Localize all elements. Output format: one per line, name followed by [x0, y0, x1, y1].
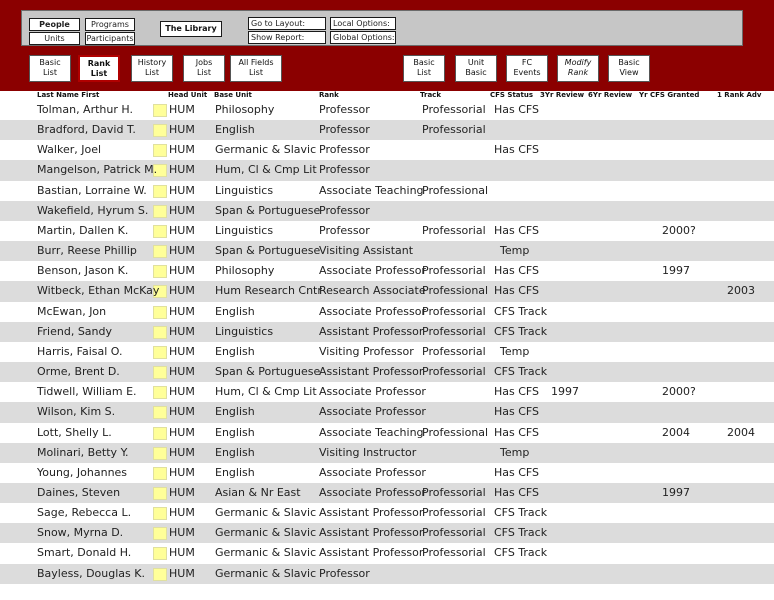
- cfs-status-cell: Has CFS: [494, 103, 540, 116]
- col-cfs-status-header[interactable]: CFS Status: [490, 91, 534, 99]
- rank-cell: Associate Professor: [319, 485, 426, 499]
- cfs-status-cell: CFS Track: [494, 506, 548, 520]
- name-cell: Wakefield, Hyrum S.: [37, 203, 149, 217]
- head-unit-cell: HUM: [169, 284, 195, 298]
- name-cell: Sage, Rebecca L.: [37, 506, 132, 520]
- name-cell: Bayless, Douglas K.: [37, 566, 145, 580]
- track-cell: Professorial: [422, 344, 486, 358]
- head-unit-cell: HUM: [169, 506, 195, 520]
- rank-cell: Associate Teaching: [319, 183, 424, 197]
- name-cell: Witbeck, Ethan McKay: [37, 284, 160, 298]
- table-row[interactable]: [0, 100, 774, 120]
- tab-unit-basic[interactable]: Unit Basic: [455, 55, 497, 82]
- head-unit-cell: HUM: [169, 485, 195, 499]
- head-unit-cell: HUM: [169, 425, 195, 439]
- cfs-granted-cell: 1997: [662, 264, 690, 278]
- head-unit-cell: HUM: [169, 324, 195, 338]
- record-list: [0, 100, 774, 584]
- base-unit-cell: Span & Portuguese: [215, 244, 321, 258]
- go-to-layout-menu[interactable]: Go to Layout:: [248, 17, 326, 30]
- table-row[interactable]: [0, 543, 774, 563]
- cfs-status-cell: Has CFS: [494, 284, 540, 298]
- cfs-status-cell: CFS Track: [494, 304, 548, 318]
- track-cell: Professional: [422, 183, 489, 197]
- select-checkbox[interactable]: [153, 427, 167, 440]
- head-unit-cell: HUM: [169, 264, 195, 278]
- rank-cell: Professor: [319, 163, 370, 177]
- table-row[interactable]: [0, 322, 774, 342]
- select-checkbox[interactable]: [153, 346, 167, 359]
- table-row[interactable]: [0, 181, 774, 201]
- name-cell: Bradford, David T.: [37, 123, 136, 137]
- table-row[interactable]: [0, 564, 774, 584]
- head-unit-cell: HUM: [169, 223, 195, 237]
- base-unit-cell: Germanic & Slavic: [215, 546, 317, 560]
- rank-adv-cell: 2003: [727, 284, 755, 298]
- table-row[interactable]: [0, 463, 774, 483]
- name-cell: McEwan, Jon: [37, 304, 107, 318]
- rank-cell: Research Associate: [319, 284, 426, 298]
- track-cell: Professional: [422, 425, 489, 439]
- cfs-status-cell: Has CFS: [494, 405, 540, 419]
- base-unit-cell: English: [215, 344, 255, 358]
- rank-cell: Associate Teaching: [319, 425, 424, 439]
- tab-basic-view[interactable]: Basic View: [608, 55, 650, 82]
- library-button[interactable]: The Library: [160, 21, 222, 37]
- col-name-header[interactable]: Last Name First: [37, 91, 100, 99]
- show-report-menu[interactable]: Show Report:: [248, 31, 326, 44]
- head-unit-cell: HUM: [169, 203, 195, 217]
- cfs-status-cell: CFS Track: [494, 324, 548, 338]
- select-checkbox[interactable]: [153, 467, 167, 480]
- cfs-status-cell: Temp: [500, 344, 530, 358]
- base-unit-cell: Span & Portuguese: [215, 203, 321, 217]
- head-unit-cell: HUM: [169, 385, 195, 399]
- rank-cell: Professor: [319, 203, 370, 217]
- tab-modify-rank[interactable]: Modify Rank: [557, 55, 599, 82]
- select-checkbox[interactable]: [153, 104, 167, 117]
- select-checkbox[interactable]: [153, 487, 167, 500]
- cfs-status-cell: Has CFS: [494, 143, 540, 157]
- head-unit-cell: HUM: [169, 244, 195, 258]
- select-checkbox[interactable]: [153, 406, 167, 419]
- head-unit-cell: HUM: [169, 445, 195, 459]
- name-cell: Tolman, Arthur H.: [37, 103, 133, 116]
- cfs-granted-cell: 2000?: [662, 223, 696, 237]
- rank-cell: Professor: [319, 103, 370, 116]
- units-button[interactable]: Units: [29, 32, 80, 45]
- tab-basic-list[interactable]: Basic List: [29, 55, 71, 82]
- base-unit-cell: Hum Research Cntr: [215, 284, 322, 298]
- cfs-status-cell: CFS Track: [494, 526, 548, 540]
- name-cell: Daines, Steven: [37, 485, 121, 499]
- name-cell: Tidwell, William E.: [37, 385, 137, 399]
- head-unit-cell: HUM: [169, 183, 195, 197]
- cfs-status-cell: Has CFS: [494, 465, 540, 479]
- table-row[interactable]: [0, 241, 774, 261]
- track-cell: Professorial: [422, 546, 486, 560]
- cfs-status-cell: Has CFS: [494, 485, 540, 499]
- people-button[interactable]: People: [29, 18, 80, 31]
- col-head-unit-header[interactable]: Head Unit: [168, 91, 208, 99]
- name-cell: Friend, Sandy: [37, 324, 113, 338]
- base-unit-cell: Germanic & Slavic: [215, 526, 317, 540]
- column-header-row: [0, 91, 774, 100]
- track-cell: Professorial: [422, 223, 486, 237]
- table-row[interactable]: [0, 342, 774, 362]
- table-row[interactable]: [0, 140, 774, 160]
- table-row[interactable]: [0, 362, 774, 382]
- select-checkbox[interactable]: [153, 527, 167, 540]
- track-cell: Professorial: [422, 365, 486, 379]
- base-unit-cell: Asian & Nr East: [215, 485, 301, 499]
- table-row[interactable]: [0, 503, 774, 523]
- table-row[interactable]: [0, 201, 774, 221]
- rank-adv-cell: 2004: [727, 425, 755, 439]
- base-unit-cell: Span & Portuguese: [215, 365, 321, 379]
- rank-cell: Professor: [319, 566, 370, 580]
- rank-cell: Professor: [319, 143, 370, 157]
- tab-rank-list[interactable]: Rank List: [78, 55, 120, 82]
- base-unit-cell: Hum, Cl & Cmp Lit: [215, 385, 317, 399]
- base-unit-cell: English: [215, 445, 255, 459]
- head-unit-cell: HUM: [169, 405, 195, 419]
- header-bar: [0, 0, 774, 91]
- select-checkbox[interactable]: [153, 447, 167, 460]
- select-checkbox[interactable]: [153, 326, 167, 339]
- select-checkbox[interactable]: [153, 185, 167, 198]
- cfs-status-cell: Temp: [500, 445, 530, 459]
- col-rank-adv-header[interactable]: 1 Rank Adv: [717, 91, 762, 99]
- track-cell: Professorial: [422, 103, 486, 116]
- select-checkbox[interactable]: [153, 306, 167, 319]
- rank-cell: Assistant Professor: [319, 526, 424, 540]
- base-unit-cell: Philosophy: [215, 103, 275, 116]
- base-unit-cell: Hum, Cl & Cmp Lit: [215, 163, 317, 177]
- base-unit-cell: Philosophy: [215, 264, 275, 278]
- select-checkbox[interactable]: [153, 225, 167, 238]
- select-checkbox[interactable]: [153, 507, 167, 520]
- name-cell: Martin, Dallen K.: [37, 223, 129, 237]
- rank-cell: Associate Professor: [319, 405, 426, 419]
- table-row[interactable]: [0, 423, 774, 443]
- table-row[interactable]: [0, 160, 774, 180]
- name-cell: Walker, Joel: [37, 143, 102, 157]
- name-cell: Young, Johannes: [37, 465, 128, 479]
- rank-cell: Visiting Instructor: [319, 445, 417, 459]
- select-checkbox[interactable]: [153, 124, 167, 137]
- name-cell: Bastian, Lorraine W.: [37, 183, 147, 197]
- table-row[interactable]: [0, 483, 774, 503]
- rank-cell: Associate Professor: [319, 304, 426, 318]
- local-options-menu[interactable]: Local Options:: [330, 17, 396, 30]
- name-cell: Benson, Jason K.: [37, 264, 129, 278]
- cfs-status-cell: Has CFS: [494, 425, 540, 439]
- name-cell: Smart, Donald H.: [37, 546, 132, 560]
- base-unit-cell: Linguistics: [215, 324, 274, 338]
- track-cell: Professorial: [422, 264, 486, 278]
- track-cell: Professorial: [422, 324, 486, 338]
- head-unit-cell: HUM: [169, 546, 195, 560]
- head-unit-cell: HUM: [169, 103, 195, 116]
- tab-fc-events[interactable]: FC Events: [506, 55, 548, 82]
- yr3-review-cell: 1997: [551, 385, 579, 399]
- head-unit-cell: HUM: [169, 526, 195, 540]
- global-options-menu[interactable]: Global Options:: [330, 31, 396, 44]
- head-unit-cell: HUM: [169, 304, 195, 318]
- rank-cell: Associate Professor: [319, 385, 426, 399]
- tab-all-fields-list[interactable]: All Fields List: [230, 55, 282, 82]
- track-cell: Professorial: [422, 485, 486, 499]
- rank-cell: Visiting Assistant: [319, 244, 414, 258]
- cfs-status-cell: CFS Track: [494, 365, 548, 379]
- table-row[interactable]: [0, 261, 774, 281]
- rank-cell: Assistant Professor: [319, 506, 424, 520]
- table-row[interactable]: [0, 281, 774, 301]
- base-unit-cell: Germanic & Slavic: [215, 143, 317, 157]
- cfs-status-cell: Has CFS: [494, 385, 540, 399]
- track-cell: Professorial: [422, 526, 486, 540]
- rank-cell: Visiting Professor: [319, 344, 414, 358]
- head-unit-cell: HUM: [169, 365, 195, 379]
- select-checkbox[interactable]: [153, 265, 167, 278]
- head-unit-cell: HUM: [169, 566, 195, 580]
- name-cell: Lott, Shelly L.: [37, 425, 112, 439]
- name-cell: Mangelson, Patrick M.: [37, 163, 158, 177]
- cfs-granted-cell: 2000?: [662, 385, 696, 399]
- table-row[interactable]: [0, 402, 774, 422]
- programs-button[interactable]: Programs: [85, 18, 135, 31]
- cfs-granted-cell: 2004: [662, 425, 690, 439]
- col-base-unit-header[interactable]: Base Unit: [214, 91, 252, 99]
- base-unit-cell: English: [215, 304, 255, 318]
- cfs-granted-cell: 1997: [662, 485, 690, 499]
- table-row[interactable]: [0, 382, 774, 402]
- select-checkbox[interactable]: [153, 568, 167, 581]
- col-6yr-review-header[interactable]: 6Yr Review: [588, 91, 633, 99]
- table-row[interactable]: [0, 443, 774, 463]
- head-unit-cell: HUM: [169, 123, 195, 137]
- rank-cell: Assistant Professor: [319, 324, 424, 338]
- head-unit-cell: HUM: [169, 163, 195, 177]
- base-unit-cell: English: [215, 405, 255, 419]
- head-unit-cell: HUM: [169, 465, 195, 479]
- select-checkbox[interactable]: [153, 144, 167, 157]
- participants-button[interactable]: Participants: [86, 34, 134, 43]
- track-cell: Professional: [422, 284, 489, 298]
- rank-cell: Associate Professor: [319, 465, 426, 479]
- head-unit-cell: HUM: [169, 344, 195, 358]
- name-cell: Orme, Brent D.: [37, 365, 120, 379]
- cfs-status-cell: Has CFS: [494, 223, 540, 237]
- col-track-header[interactable]: Track: [420, 91, 441, 99]
- col-3yr-review-header[interactable]: 3Yr Review: [540, 91, 585, 99]
- base-unit-cell: Germanic & Slavic: [215, 566, 317, 580]
- rank-cell: Assistant Professor: [319, 365, 424, 379]
- base-unit-cell: Germanic & Slavic: [215, 506, 317, 520]
- cfs-status-cell: CFS Track: [494, 546, 548, 560]
- table-row[interactable]: [0, 302, 774, 322]
- select-checkbox[interactable]: [153, 205, 167, 218]
- select-checkbox[interactable]: [153, 245, 167, 258]
- name-cell: Molinari, Betty Y.: [37, 445, 129, 459]
- rank-cell: Assistant Professor: [319, 546, 424, 560]
- cfs-status-cell: Has CFS: [494, 264, 540, 278]
- name-cell: Wilson, Kim S.: [37, 405, 116, 419]
- name-cell: Harris, Faisal O.: [37, 344, 123, 358]
- base-unit-cell: English: [215, 465, 255, 479]
- track-cell: Professorial: [422, 506, 486, 520]
- select-checkbox[interactable]: [153, 366, 167, 379]
- base-unit-cell: Linguistics: [215, 183, 274, 197]
- col-rank-header[interactable]: Rank: [319, 91, 339, 99]
- table-row[interactable]: [0, 523, 774, 543]
- base-unit-cell: English: [215, 425, 255, 439]
- base-unit-cell: Linguistics: [215, 223, 274, 237]
- rank-cell: Associate Professor: [319, 264, 426, 278]
- track-cell: Professorial: [422, 304, 486, 318]
- base-unit-cell: English: [215, 123, 255, 137]
- name-cell: Snow, Myrna D.: [37, 526, 124, 540]
- name-cell: Burr, Reese Phillip: [37, 244, 137, 258]
- cfs-status-cell: Temp: [500, 244, 530, 258]
- tab-jobs-list[interactable]: Jobs List: [183, 55, 225, 82]
- rank-cell: Professor: [319, 223, 370, 237]
- tab-history-list[interactable]: History List: [131, 55, 173, 82]
- head-unit-cell: HUM: [169, 143, 195, 157]
- rank-cell: Professor: [319, 123, 370, 137]
- select-checkbox[interactable]: [153, 386, 167, 399]
- track-cell: Professorial: [422, 123, 486, 137]
- tab-unit-basic-list[interactable]: Basic List: [403, 55, 445, 82]
- select-checkbox[interactable]: [153, 547, 167, 560]
- col-cfs-granted-header[interactable]: Yr CFS Granted: [639, 91, 700, 99]
- table-row[interactable]: [0, 120, 774, 140]
- table-row[interactable]: [0, 221, 774, 241]
